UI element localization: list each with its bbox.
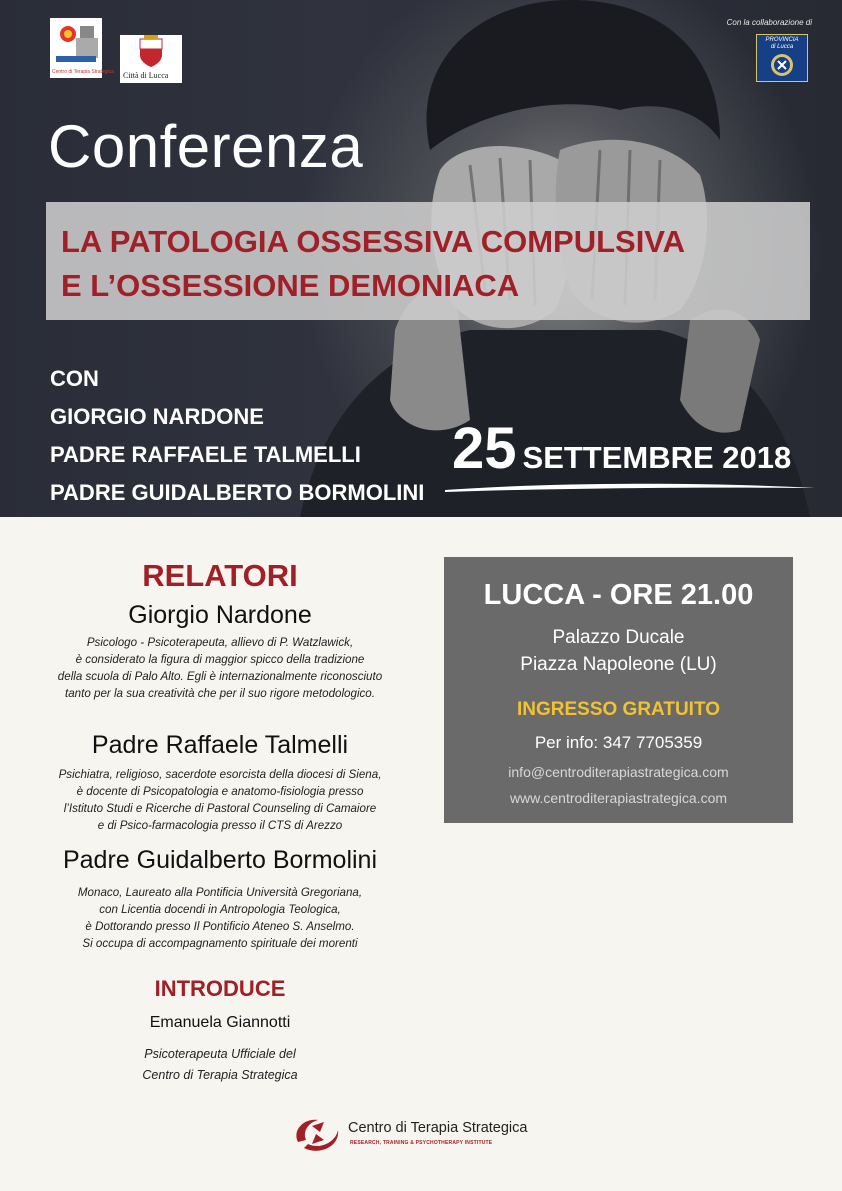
speaker-2-bio bbox=[50, 766, 390, 834]
speaker-2-bio-line: e di Psico-farmacologia presso il CTS di Arezzo bbox=[97, 819, 343, 832]
title-band bbox=[46, 202, 810, 320]
intro-name: Emanuela Giannotti bbox=[149, 1014, 291, 1031]
speaker-2-bio-line: è docente di Psicopatologia e anatomo-fisiologia presso bbox=[76, 785, 364, 798]
speaker-2-bio-line: l’Istituto Studi e Ricerche di Pastoral Counseling di Camaiore bbox=[63, 802, 377, 815]
provincia-crest-icon bbox=[757, 35, 807, 81]
footer-org-subtitle: RESEARCH, TRAINING & PSYCHOTHERAPY INSTITUTE bbox=[350, 1140, 493, 1146]
speaker-3-bio-line: Si occupa di accompagnamento spirituale dei morenti bbox=[82, 937, 358, 950]
collaboration-text: Con la collaborazione di bbox=[726, 18, 812, 27]
guest-1: GIORGIO NARDONE bbox=[50, 404, 264, 429]
intro-heading: INTRODUCE bbox=[154, 976, 286, 1001]
date-underline-swoosh bbox=[440, 478, 820, 498]
footer-org-name: Centro di Terapia Strategica bbox=[348, 1120, 528, 1136]
speaker-2-name: Padre Raffaele Talmelli bbox=[91, 731, 349, 759]
cts-emblem-icon bbox=[50, 18, 102, 68]
location-time: LUCCA - ORE 21.00 bbox=[483, 579, 754, 611]
footer-org-logo bbox=[290, 1112, 560, 1156]
speaker-2-bio-line: Psichiatra, religioso, sacerdote esorcista della diocesi di Siena, bbox=[58, 768, 382, 781]
speaker-1-bio-line: tanto per la sua creatività che per il suo rigore metodologico. bbox=[65, 687, 375, 700]
speaker-3-name: Padre Guidalberto Bormolini bbox=[62, 846, 378, 874]
info-website: www.centroditerapiastrategica.com bbox=[509, 790, 728, 806]
event-date bbox=[452, 415, 791, 482]
intro-role-line: Psicoterapeuta Ufficiale del bbox=[144, 1047, 296, 1061]
lucca-logo bbox=[120, 35, 182, 83]
speaker-1-name: Giorgio Nardone bbox=[128, 601, 312, 629]
lucca-crest-icon bbox=[120, 35, 182, 69]
guest-2: PADRE RAFFAELE TALMELLI bbox=[50, 442, 361, 467]
provincia-caption-1: PROVINCIA bbox=[765, 37, 799, 43]
date-month-year: SETTEMBRE 2018 bbox=[522, 440, 792, 475]
speaker-1-bio bbox=[50, 634, 390, 702]
speaker-1-bio-line: Psicologo - Psicoterapeuta, allievo di P. Watzlawick, bbox=[86, 636, 354, 649]
guest-3: PADRE GUIDALBERTO BORMOLINI bbox=[50, 480, 425, 505]
venue-address: Piazza Napoleone (LU) bbox=[520, 654, 717, 675]
speaker-1-bio-line: è considerato la figura di maggior spicco della tradizione bbox=[75, 653, 365, 666]
cts-logo-caption: Centro di Terapia Strategica bbox=[52, 69, 114, 75]
speaker-3-bio-line: con Licentia docendi in Antropologia Teologica, bbox=[99, 903, 341, 916]
guests-block bbox=[50, 360, 424, 512]
provincia-caption-2: di Lucca bbox=[770, 44, 794, 50]
cts-swirl-icon bbox=[290, 1112, 346, 1156]
event-info-box bbox=[444, 557, 793, 823]
date-day: 25 bbox=[452, 416, 517, 481]
cts-logo bbox=[50, 18, 114, 78]
lucca-logo-caption: Città di Lucca bbox=[123, 71, 169, 80]
info-email: info@centroditerapiastrategica.com bbox=[508, 764, 729, 780]
hero-banner bbox=[0, 0, 842, 517]
speaker-3-bio-line: Monaco, Laureato alla Pontificia Università Gregoriana, bbox=[77, 886, 363, 899]
free-entry-label: INGRESSO GRATUITO bbox=[516, 699, 721, 720]
speaker-3-bio-line: è Dottorando presso Il Pontificio Ateneo S. Anselmo. bbox=[85, 920, 355, 933]
speakers-heading: RELATORI bbox=[142, 558, 298, 593]
event-title-line-2: E L’OSSESSIONE DEMONIACA bbox=[61, 268, 520, 303]
event-title-line-1: LA PATOLOGIA OSSESSIVA COMPULSIVA bbox=[61, 224, 686, 259]
provincia-logo bbox=[756, 34, 808, 82]
speaker-3-bio bbox=[50, 884, 390, 952]
intro-role bbox=[50, 1044, 390, 1086]
venue-name: Palazzo Ducale bbox=[552, 627, 685, 648]
intro-role-line: Centro di Terapia Strategica bbox=[142, 1068, 298, 1082]
with-label: CON bbox=[50, 366, 99, 391]
info-phone: Per info: 347 7705359 bbox=[534, 733, 703, 752]
event-type: Conferenza bbox=[48, 113, 364, 180]
speaker-1-bio-line: della scuola di Palo Alto. Egli è internazionalmente riconosciuto bbox=[57, 670, 383, 683]
